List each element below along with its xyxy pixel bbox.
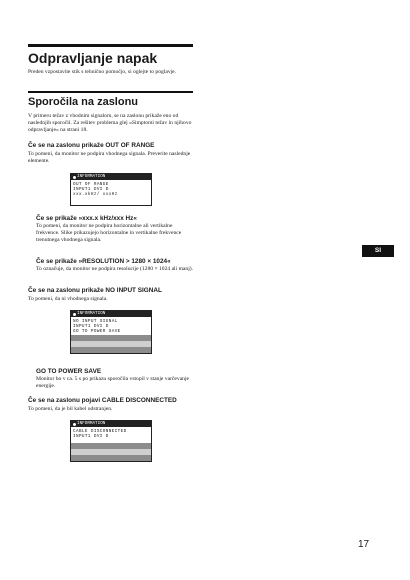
case-resolution-heading: Če se prikaže »RESOLUTION > 1280 × 1024«: [36, 258, 171, 265]
cable-disconnected-heading: Če se na zaslonu pojavi CABLE DISCONNECTED: [28, 397, 177, 404]
no-input-body: To pomeni, da ni vhodnega signala.: [28, 296, 108, 302]
power-save-body: Monitor bo v ca. 5 s po prikazu sporočila vstopil v stanje varčevanje energije.: [36, 376, 190, 390]
out-of-range-heading: Če se na zaslonu prikaže OUT OF RANGE: [28, 142, 155, 149]
osd-line: GO TO POWER SAVE: [73, 329, 121, 334]
osd-no-input: [70, 310, 152, 354]
osd-line: INPUT1 DVI D: [73, 434, 109, 439]
osd-line: CABLE DISCONNECTED: [73, 429, 127, 434]
cable-disconnected-body: To pomeni, da je bil kabel odstranjen.: [28, 406, 113, 412]
power-save-heading: GO TO POWER SAVE: [36, 368, 102, 375]
out-of-range-body: To pomeni, da monitor ne podpira vhodnega signala. Preverite naslednje elemente.: [28, 151, 191, 165]
section-intro-text: V primeru težav z vhodnim signalom, se na zaslonu prikaže eno od naslednjih sporočil. Za rešitev problema glej »Simptomi težav in njihovo odpravljanje« na strani 18.: [28, 113, 192, 134]
case-resolution-body: To označuje, da monitor ne podpira resolucije (1280 × 1024 ali manj).: [36, 266, 194, 272]
osd-line: xxx.xkHz/ xxxHz: [73, 192, 118, 197]
osd-header: INFORMATION: [71, 174, 151, 180]
osd-header: INFORMATION: [71, 311, 151, 317]
osd-line: INPUT1 DVI D: [73, 324, 109, 329]
info-icon: [73, 176, 76, 179]
section-rule: [28, 91, 193, 93]
osd-out-of-range: [70, 173, 152, 206]
case-frequency-heading: Če se prikaže »xxx.x kHz/xxx Hz«: [36, 215, 137, 222]
no-input-heading: Če se na zaslonu prikaže NO INPUT SIGNAL: [28, 287, 162, 294]
osd-line: OUT OF RANGE: [73, 182, 109, 187]
intro-text: Preden vzpostavite stik s tehnično pomočjo, si oglejte to poglavje.: [28, 69, 177, 75]
page-number: 17: [358, 539, 370, 550]
osd-band: [71, 455, 151, 461]
section-title: Sporočila na zaslonu: [28, 96, 139, 108]
info-icon: [73, 423, 76, 426]
page-title: Odpravljanje napak: [28, 50, 158, 66]
info-icon: [73, 313, 76, 316]
case-frequency-body: To pomeni, da monitor ne podpira horizontalne ali vertikalne frekvence. Slike prikazujejo horizontalne in vertikalne frekvence trenutnega vhodnega signala.: [36, 223, 182, 244]
osd-header: INFORMATION: [71, 421, 151, 427]
osd-line: NO INPUT SIGNAL: [73, 319, 118, 324]
osd-line: INPUT1 DVI D: [73, 187, 109, 192]
out-of-range-section: [28, 142, 193, 149]
osd-cable-disconnected: [70, 420, 152, 462]
osd-band: [71, 347, 151, 353]
top-rule: [28, 44, 193, 47]
language-badge: SI: [362, 245, 394, 257]
